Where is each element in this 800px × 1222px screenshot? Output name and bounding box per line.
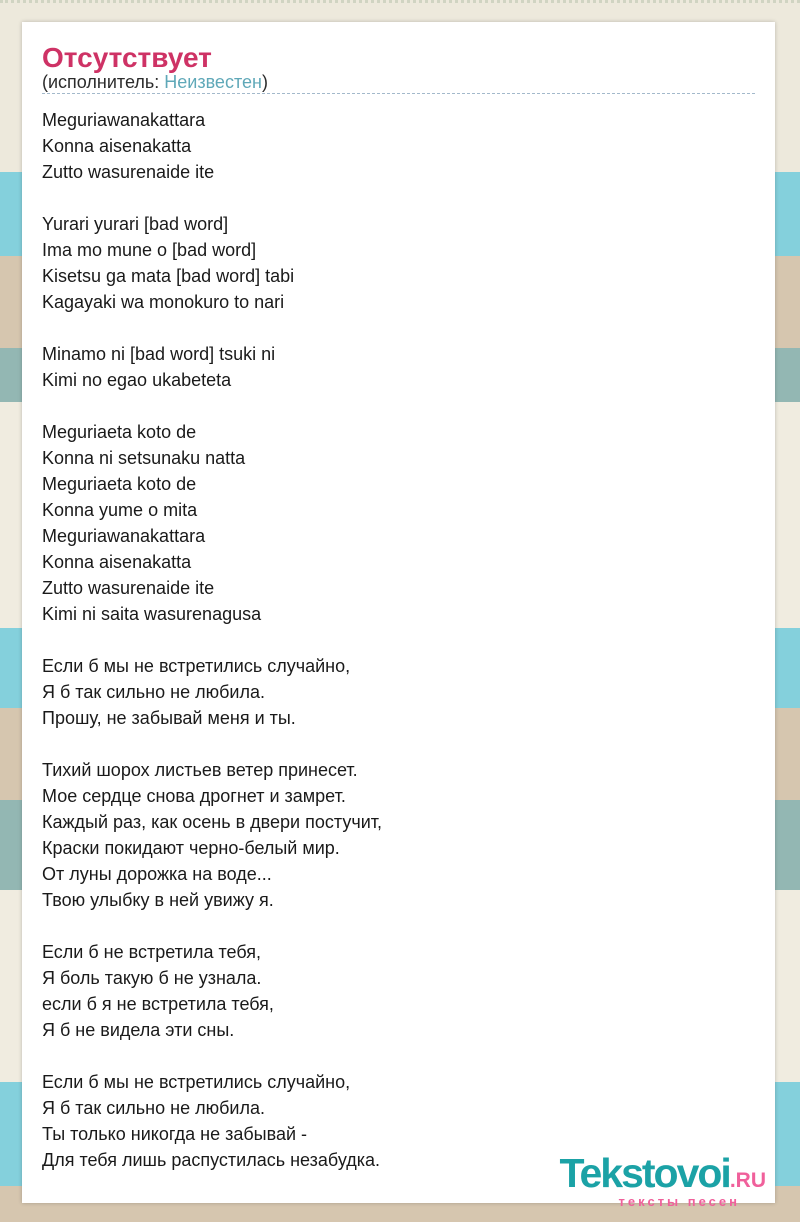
site-logo[interactable]: [559, 1150, 766, 1209]
top-dotted-border: [0, 0, 800, 3]
lyric-line: Meguriaeta koto de: [42, 474, 197, 494]
stanza: [42, 211, 755, 315]
lyric-line: Konna yume o mita: [42, 500, 198, 520]
song-header: [42, 44, 755, 94]
logo-tagline-text: тексты песен: [618, 1194, 740, 1209]
lyric-line: Minamo ni [bad word] tsuki ni: [42, 344, 276, 364]
stanza: [42, 419, 755, 627]
stanza: [42, 939, 755, 1043]
lyrics: [42, 107, 755, 1173]
lyric-line: Твою улыбку в ней увижу я.: [42, 890, 274, 910]
lyric-line: От луны дорожка на воде...: [42, 864, 272, 884]
content-panel: [22, 22, 775, 1209]
lyric-line: Meguriaeta koto de: [42, 422, 197, 442]
logo-main: [559, 1150, 766, 1196]
lyric-line: Если б не встретила тебя,: [42, 942, 261, 962]
lyric-line: Ima mo mune o [bad word]: [42, 240, 257, 260]
lyric-line: Краски покидают черно-белый мир.: [42, 838, 340, 858]
stanza: [42, 757, 755, 913]
lyric-line: Ты только никогда не забывай -: [42, 1124, 308, 1144]
lyric-line: Zutto wasurenaide ite: [42, 578, 215, 598]
lyric-line: Kagayaki wa monokuro to nari: [42, 292, 285, 312]
lyric-line: Если б мы не встретились случайно,: [42, 1072, 351, 1092]
logo-brand-text: Tekstovoi: [559, 1150, 730, 1196]
stanza: [42, 107, 755, 185]
lyric-line: Я б так сильно не любила.: [42, 1098, 265, 1118]
lyric-line: если б я не встретила тебя,: [42, 994, 274, 1014]
lyric-line: Konna ni setsunaku natta: [42, 448, 246, 468]
lyric-line: Meguriawanakattara: [42, 110, 206, 130]
artist-row: [42, 72, 755, 92]
logo-tld-text: .RU: [729, 1169, 766, 1192]
lyric-line: Прошу, не забывай меня и ты.: [42, 708, 296, 728]
artist-prefix: (исполнитель:: [42, 72, 165, 92]
lyric-line: Я боль такую б не узнала.: [42, 968, 262, 988]
lyric-line: Zutto wasurenaide ite: [42, 162, 215, 182]
lyric-line: Если б мы не встретились случайно,: [42, 656, 351, 676]
page-title: Отсутствует: [42, 42, 212, 73]
lyric-line: Я б не видела эти сны.: [42, 1020, 235, 1040]
lyric-line: Yurari yurari [bad word]: [42, 214, 229, 234]
lyric-line: Konna aisenakatta: [42, 552, 192, 572]
stanza: [42, 653, 755, 731]
lyric-line: Kimi ni saita wasurenagusa: [42, 604, 262, 624]
lyric-line: Kisetsu ga mata [bad word] tabi: [42, 266, 295, 286]
stanza: [42, 341, 755, 393]
lyric-line: Я б так сильно не любила.: [42, 682, 265, 702]
lyric-line: Каждый раз, как осень в двери постучит,: [42, 812, 382, 832]
lyric-line: Тихий шорох листьев ветер принесет.: [42, 760, 358, 780]
lyric-line: Meguriawanakattara: [42, 526, 206, 546]
lyric-line: Мое сердце снова дрогнет и замрет.: [42, 786, 346, 806]
lyric-line: Kimi no egao ukabeteta: [42, 370, 232, 390]
lyric-line: Konna aisenakatta: [42, 136, 192, 156]
artist-link[interactable]: Неизвестен: [164, 72, 262, 92]
lyric-line: Для тебя лишь распустилась незабудка.: [42, 1150, 381, 1170]
artist-suffix: ): [261, 72, 268, 92]
